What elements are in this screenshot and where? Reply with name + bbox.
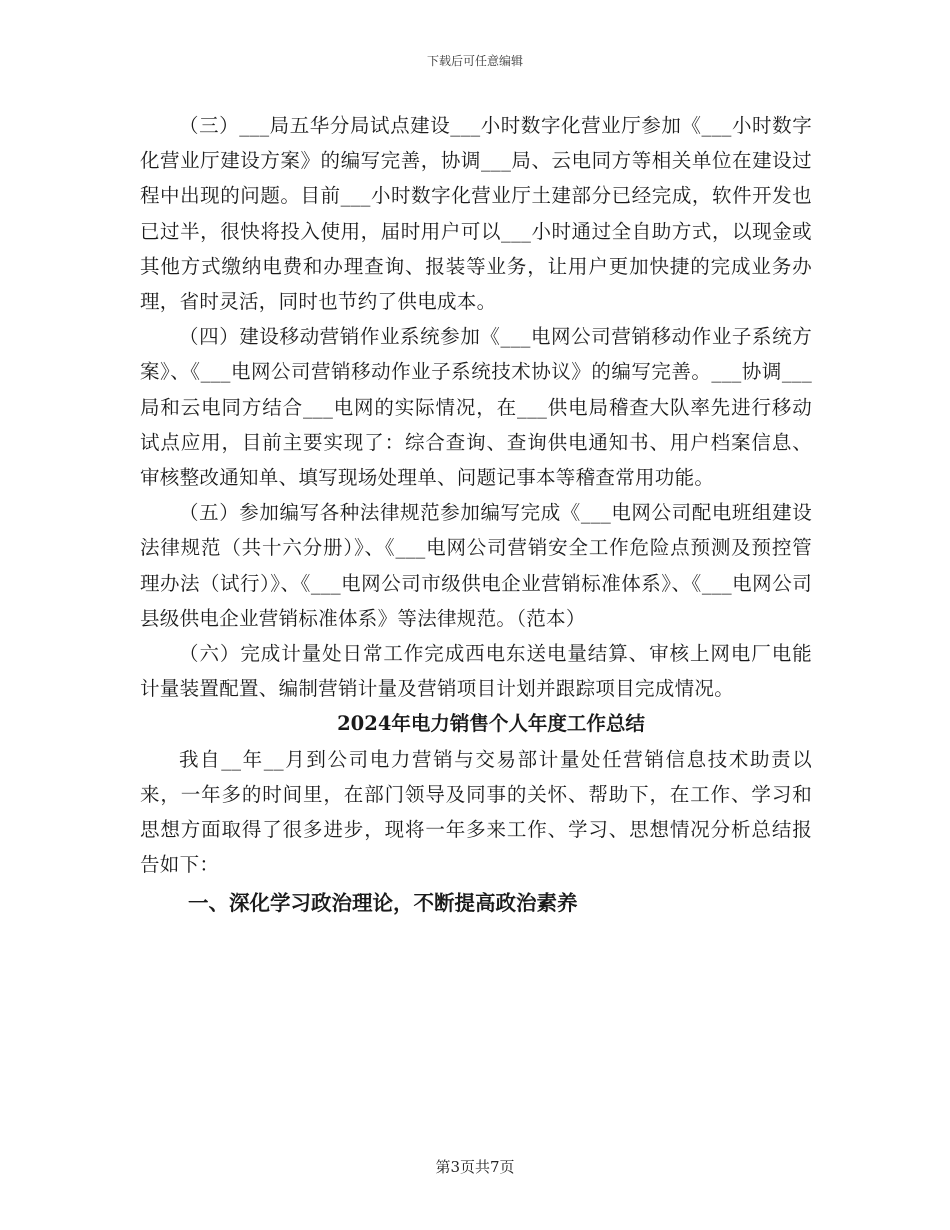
page-number: 第3页共7页 (435, 1158, 515, 1176)
paragraph-four: （四）建设移动营销作业系统参加《___电网公司营销移动作业子系统方案》、《___电网公司营销移动作业子系统技术协议》的编写完善。___协调___局和云电同方结合___电网的实际情况，在___供电局稽查大队率先进行移动试点应用，目前主要实现了：综合查询、查询供电通知书、用户档案信息、审核整改通知单、填写现场处理单、问题记事本等稽查常用功能。 (140, 325, 812, 490)
page-header-note: 下载后可任意编辑 (426, 54, 523, 68)
section-title: 2024年电力销售个人年度工作总结 (337, 712, 645, 736)
paragraph-three: （三）___局五华分局试点建设___小时数字化营业厅参加《___小时数字化营业厅建设方案》的编写完善，协调___局、云电同方等相关单位在建设过程中出现的问题。目前___小时数字化营业厅土建部分已经完成，软件开发也已过半，很快将投入使用，届时用户可以___小时通过全自助方式，以现金或其他方式缴纳电费和办理查询、报装等业务，让用户更加快捷的完成业务办理，省时灵活，同时也节约了供电成本。 (140, 114, 812, 314)
paragraph-five: （五）参加编写各种法律规范参加编写完成《___电网公司配电班组建设法律规范（共十六分册）》、《___电网公司营销安全工作危险点预测及预控管理办法（试行）》、《___电网公司市级供电企业营销标准体系》、《___电网公司县级供电企业营销标准体系》等法律规范。（范本） (140, 501, 812, 630)
section-heading-1: 一、深化学习政治理论，不断提高政治素养 (188, 891, 578, 916)
document-body (140, 108, 812, 924)
paragraph-six: （六）完成计量处日常工作完成西电东送电量结算、审核上网电厂电能计量装置配置、编制营销计量及营销项目计划并跟踪项目完成情况。 (140, 642, 812, 701)
intro-paragraph: 我自__年__月到公司电力营销与交易部计量处任营销信息技术助责以来，一年多的时间里，在部门领导及同事的关怀、帮助下，在工作、学习和思想方面取得了很多进步，现将一年多来工作、学习、思想情况分析总结报告如下： (140, 747, 812, 877)
